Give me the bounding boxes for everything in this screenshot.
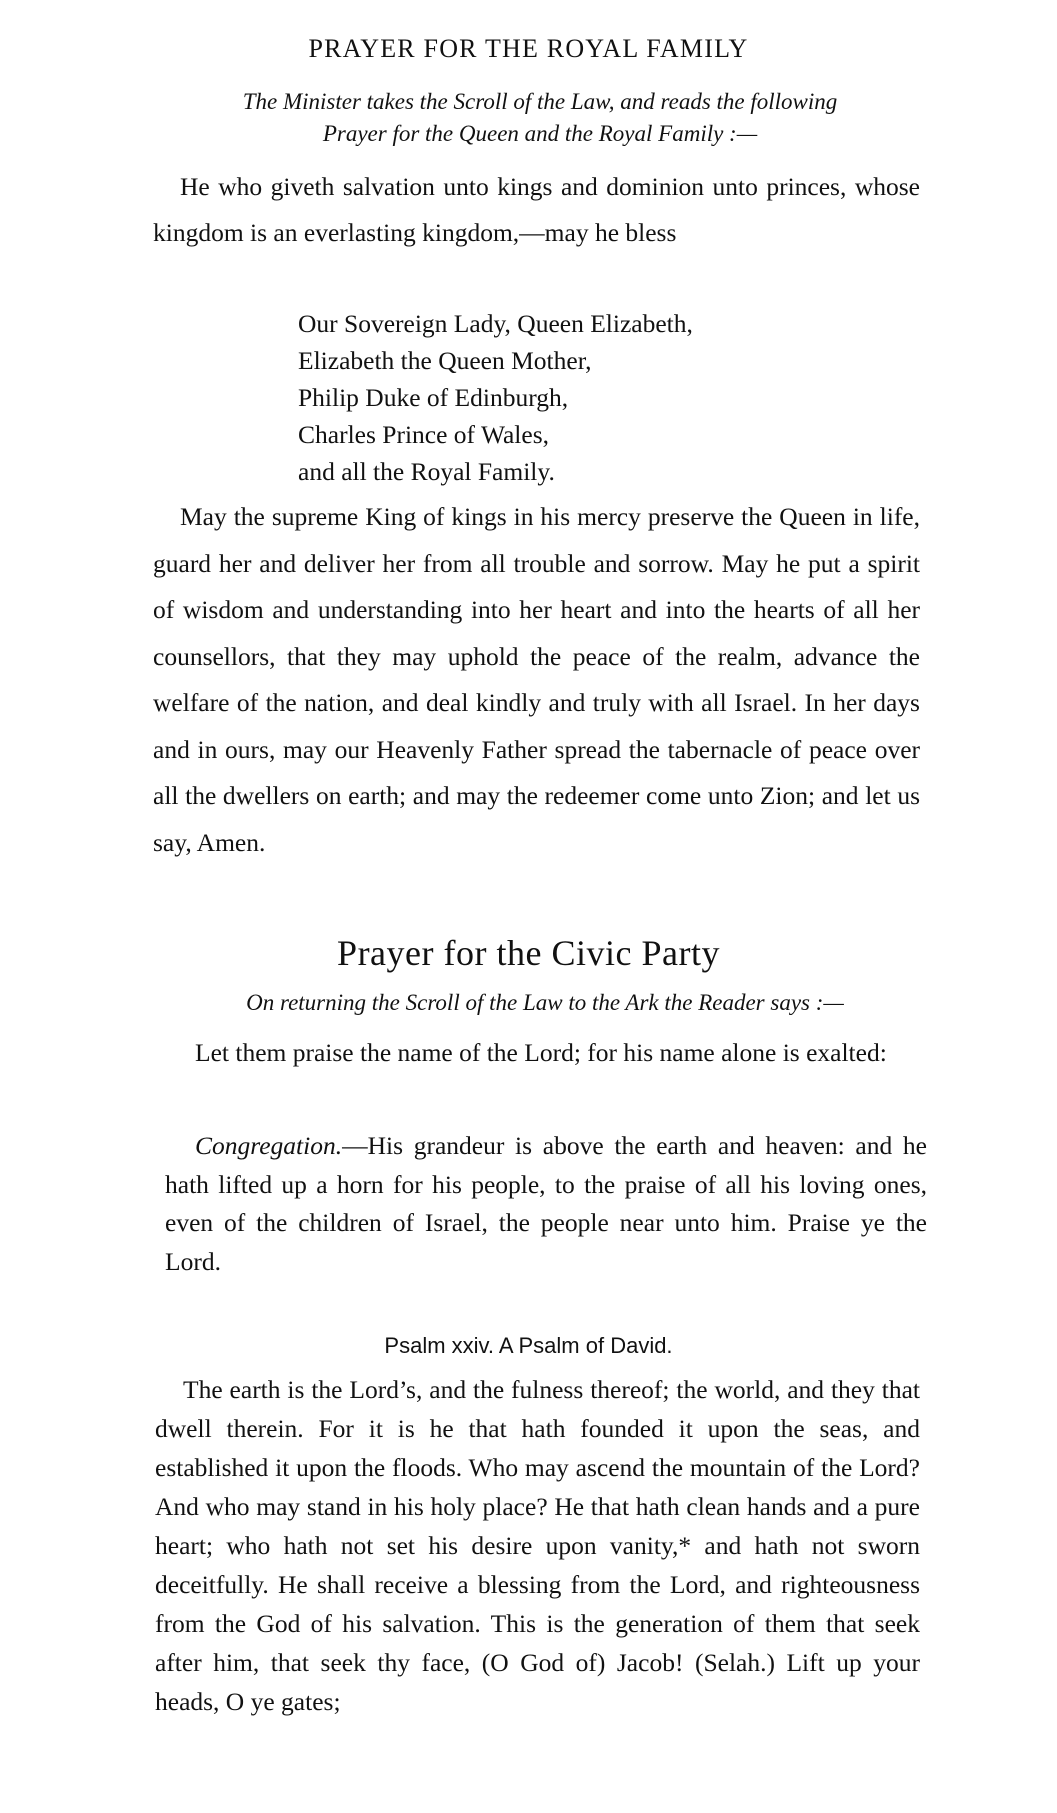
list-item: Philip Duke of Edinburgh, <box>298 383 569 412</box>
rubric-line-2: Prayer for the Queen and the Royal Family :— <box>322 121 758 146</box>
list-item: Elizabeth the Queen Mother, <box>298 346 592 375</box>
page-title: PRAYER FOR THE ROYAL FAMILY <box>308 34 749 63</box>
royal-family-list <box>298 305 693 490</box>
civic-party-rubric: On returning the Scroll of the Law to the Ark the Reader says :— <box>246 990 844 1015</box>
congregation-paragraph <box>165 1127 927 1281</box>
civic-party-heading: Prayer for the Civic Party <box>337 933 720 973</box>
congregation-label: Congregation. <box>195 1131 343 1160</box>
psalm-heading: Psalm xxiv. A Psalm of David. <box>384 1333 673 1358</box>
list-item: and all the Royal Family. <box>298 457 555 486</box>
royal-family-rubric <box>140 86 940 150</box>
opening-paragraph: He who giveth salvation unto kings and dominion unto princes, whose kingdom is an everlasting kingdom,—may he bless <box>153 172 920 247</box>
list-item: Our Sovereign Lady, Queen Elizabeth, <box>298 309 693 338</box>
congregation-text: —His grandeur is above the earth and heaven: and he hath lifted up a horn for his people, to the praise of all his loving ones, even of the children of Israel, the people near unto him. Praise ye the Lord. <box>165 1131 927 1276</box>
rubric-line-1: The Minister takes the Scroll of the Law, and reads the following <box>242 89 838 114</box>
prayer-paragraph: May the supreme King of kings in his mercy preserve the Queen in life, guard her and deliver her from all trouble and sorrow. May he put a spirit of wisdom and understanding into her heart and into the hearts of all her counsellors, that they may uphold the peace of the realm, advance the welfare of the nation, and deal kindly and truly with all Israel. In her days and in ours, may our Heavenly Father spread the tabernacle of peace over all the dwellers on earth; and may the redeemer come unto Zion; and let us say, Amen. <box>153 502 920 857</box>
list-item: Charles Prince of Wales, <box>298 420 549 449</box>
psalm-paragraph: The earth is the Lord’s, and the fulness thereof; the world, and they that dwell therein. For it is he that hath founded it upon the seas, and established it upon the floods. Who may ascend the mountain of the Lord? And who may stand in his holy place? He that hath clean hands and a pure heart; who hath not set his desire upon vanity,* and hath not sworn deceitfully. He shall receive a blessing from the Lord, and righteousness from the God of his salvation. This is the generation of them that seek after him, that seek thy face, (O God of) Jacob! (Selah.) Lift up your heads, O ye gates; <box>155 1375 920 1716</box>
reader-paragraph: Let them praise the name of the Lord; for his name alone is exalted: <box>195 1038 887 1067</box>
